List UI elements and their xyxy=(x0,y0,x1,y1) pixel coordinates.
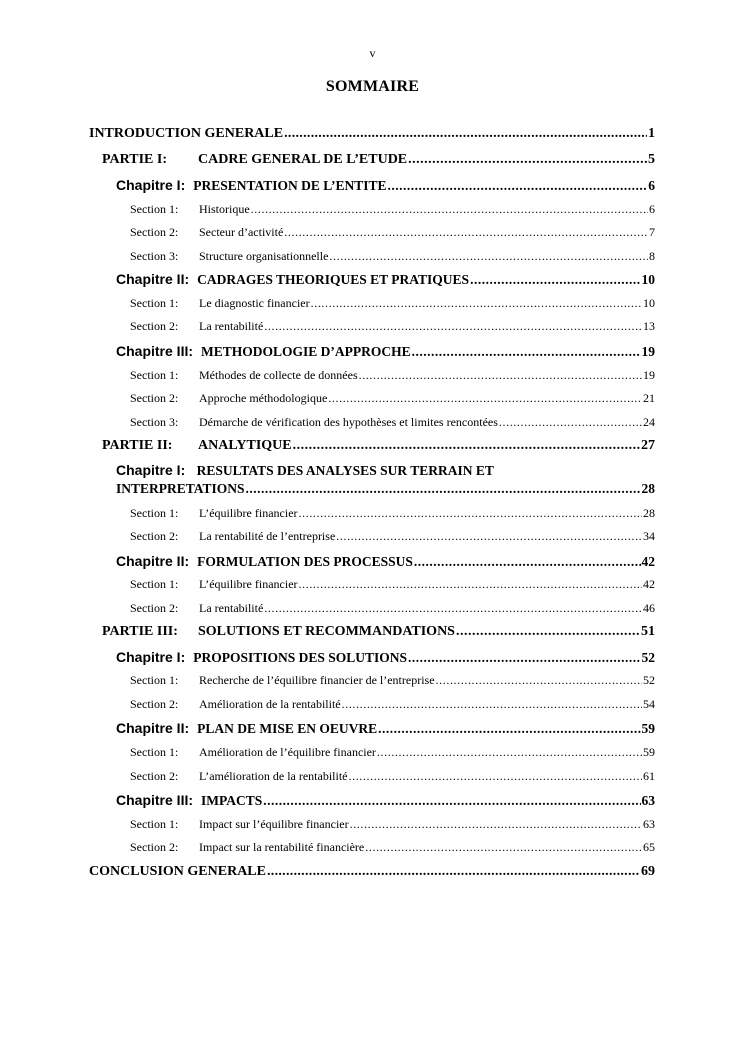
toc-entry-section[interactable] xyxy=(130,673,655,688)
toc-entry-chapitre[interactable] xyxy=(116,553,655,570)
toc-entry-text: Le diagnostic financier xyxy=(199,296,310,310)
toc-entry-section[interactable] xyxy=(130,601,655,616)
toc-entry-chapitre[interactable] xyxy=(116,649,655,666)
toc-entry-text: ANALYTIQUE xyxy=(198,438,292,453)
toc-entry-label: Section 1: xyxy=(130,296,179,310)
toc-entry-label: Chapitre I: xyxy=(116,649,186,665)
toc-entry-partie-2[interactable] xyxy=(102,438,655,454)
toc-entry-text: IMPACTS xyxy=(201,793,263,808)
toc-leader-dots xyxy=(246,481,641,497)
toc-page-number: 61 xyxy=(643,769,655,783)
toc-entry-label: Section 3: xyxy=(130,415,179,429)
toc-page-number: 10 xyxy=(643,296,655,310)
toc-leader-dots xyxy=(299,506,642,521)
toc-page-number: 52 xyxy=(641,650,655,665)
toc-entry-label: PARTIE I: xyxy=(102,152,167,167)
toc-entry-label: Section 1: xyxy=(130,506,179,520)
toc-entry-label: Section 1: xyxy=(130,577,179,591)
toc-leader-dots xyxy=(284,126,647,142)
toc-page-number: 8 xyxy=(649,249,655,263)
toc-leader-dots xyxy=(284,225,648,240)
toc-entry-text: CONCLUSION GENERALE xyxy=(89,864,266,879)
toc-page-number: 27 xyxy=(641,438,655,453)
toc-leader-dots xyxy=(388,178,648,194)
toc-leader-dots xyxy=(342,697,642,712)
toc-leader-dots xyxy=(378,721,640,737)
toc-page-number: 6 xyxy=(648,178,655,193)
toc-entry-text: INTRODUCTION GENERALE xyxy=(89,126,284,141)
toc-entry-label: Section 2: xyxy=(130,319,179,333)
toc-entry-section[interactable] xyxy=(130,319,655,334)
toc-entry-chapitre[interactable] xyxy=(116,792,655,809)
toc-page-number: 19 xyxy=(643,368,655,382)
toc-entry-section[interactable] xyxy=(130,415,655,430)
toc-entry-label: Section 1: xyxy=(130,673,179,687)
toc-entry-text: Amélioration de l’équilibre financier xyxy=(199,745,376,759)
toc-entry-chapitre-line1[interactable] xyxy=(116,462,494,479)
toc-leader-dots xyxy=(328,391,642,406)
toc-page-number: 42 xyxy=(641,554,655,569)
toc-entry-text: La rentabilité de l’entreprise xyxy=(199,529,336,543)
toc-entry-label: Section 2: xyxy=(130,840,179,854)
toc-entry-text: PRESENTATION DE L’ENTITE xyxy=(193,178,387,193)
toc-page-number: 59 xyxy=(641,721,655,736)
toc-entry-label: Section 3: xyxy=(130,249,179,263)
toc-entry-text: Historique xyxy=(199,202,250,216)
toc-entry-text: FORMULATION DES PROCESSUS xyxy=(197,554,413,569)
page-title: SOMMAIRE xyxy=(325,78,420,95)
toc-page-number: 63 xyxy=(643,817,655,831)
toc-entry-chapitre[interactable] xyxy=(116,177,655,194)
toc-entry-chapitre[interactable] xyxy=(116,720,655,737)
toc-entry-chapitre[interactable] xyxy=(116,343,655,360)
toc-entry-text: La rentabilité xyxy=(199,601,264,615)
toc-page-number: 52 xyxy=(643,673,655,687)
toc-entry-section[interactable] xyxy=(130,817,655,832)
toc-entry-label: PARTIE III: xyxy=(102,624,178,639)
toc-entry-label: Section 2: xyxy=(130,601,179,615)
toc-entry-label: Section 1: xyxy=(130,368,179,382)
toc-entry-label: Chapitre III: xyxy=(116,792,194,808)
toc-leader-dots xyxy=(299,577,642,592)
toc-entry-section[interactable] xyxy=(130,577,655,592)
toc-entry-label: Section 1: xyxy=(130,202,179,216)
toc-page-number: 28 xyxy=(643,506,655,520)
toc-leader-dots xyxy=(456,624,640,640)
toc-entry-label: Section 2: xyxy=(130,769,179,783)
toc-entry-text: L’équilibre financier xyxy=(199,506,298,520)
toc-page-number: 13 xyxy=(643,319,655,333)
toc-page-number: 7 xyxy=(649,225,655,239)
toc-entry-label: Section 2: xyxy=(130,529,179,543)
toc-page-number: 10 xyxy=(641,272,655,287)
toc-entry-text: CADRAGES THEORIQUES ET PRATIQUES xyxy=(197,272,470,287)
toc-leader-dots xyxy=(499,415,642,430)
toc-page-number: 24 xyxy=(643,415,655,429)
toc-leader-dots xyxy=(264,601,642,616)
toc-entry-text: Démarche de vérification des hypothèses et limites rencontées xyxy=(199,415,498,429)
toc-page-number: 65 xyxy=(643,840,655,854)
toc-entry-chapitre-line2[interactable] xyxy=(116,481,655,497)
toc-entry-text: Méthodes de collecte de données xyxy=(199,368,358,382)
toc-entry-label: Section 2: xyxy=(130,225,179,239)
toc-entry-text: Secteur d’activité xyxy=(199,225,284,239)
toc-leader-dots xyxy=(336,529,642,544)
toc-entry-introduction[interactable] xyxy=(89,126,655,142)
toc-leader-dots xyxy=(412,344,641,360)
toc-entry-section[interactable] xyxy=(130,249,655,264)
toc-entry-text: La rentabilité xyxy=(199,319,264,333)
toc-entry-text: INTERPRETATIONS xyxy=(116,481,245,496)
toc-entry-partie-1[interactable] xyxy=(102,152,655,168)
toc-page-number: 1 xyxy=(648,126,655,141)
toc-page-number: 42 xyxy=(643,577,655,591)
toc-leader-dots xyxy=(377,745,642,760)
toc-leader-dots xyxy=(264,319,642,334)
toc-entry-text: L’équilibre financier xyxy=(199,577,298,591)
toc-leader-dots xyxy=(365,840,642,855)
toc-entry-text: Amélioration de la rentabilité xyxy=(199,697,341,711)
toc-page-number: 59 xyxy=(643,745,655,759)
toc-page-number: 54 xyxy=(643,697,655,711)
toc-page-number: 63 xyxy=(641,793,655,808)
toc-page-number: 21 xyxy=(643,391,655,405)
toc-entry-section[interactable] xyxy=(130,840,655,855)
toc-entry-label: Chapitre I: xyxy=(116,462,186,478)
toc-entry-label: Section 2: xyxy=(130,697,179,711)
toc-entry-text: PLAN DE MISE EN OEUVRE xyxy=(197,721,378,736)
toc-leader-dots xyxy=(436,673,642,688)
toc-leader-dots xyxy=(263,793,640,809)
toc-entry-label: Section 2: xyxy=(130,391,179,405)
toc-leader-dots xyxy=(267,864,640,880)
toc-entry-section[interactable] xyxy=(130,296,655,311)
toc-entry-text: CADRE GENERAL DE L’ETUDE xyxy=(198,152,408,167)
toc-entry-conclusion[interactable] xyxy=(89,864,655,880)
toc-leader-dots xyxy=(251,202,648,217)
toc-leader-dots xyxy=(408,152,647,168)
toc-entry-label: Chapitre III: xyxy=(116,343,194,359)
toc-leader-dots xyxy=(311,296,642,311)
toc-entry-label: Chapitre II: xyxy=(116,553,190,569)
toc-page-number: 28 xyxy=(641,481,655,496)
toc-leader-dots xyxy=(414,554,641,570)
toc-entry-text: PROPOSITIONS DES SOLUTIONS xyxy=(193,650,408,665)
toc-page-number: 34 xyxy=(643,529,655,543)
toc-entry-section[interactable] xyxy=(130,368,655,383)
page-number: v xyxy=(369,46,376,60)
toc-page-number: 46 xyxy=(643,601,655,615)
toc-entry-section[interactable] xyxy=(130,225,655,240)
toc-leader-dots xyxy=(349,769,643,784)
toc-page-number: 6 xyxy=(649,202,655,216)
toc-entry-section[interactable] xyxy=(130,529,655,544)
toc-entry-text: Recherche de l’équilibre financier de l’entreprise xyxy=(199,673,435,687)
toc-leader-dots xyxy=(350,817,642,832)
toc-entry-text: L’amélioration de la rentabilité xyxy=(199,769,348,783)
toc-entry-section[interactable] xyxy=(130,202,655,217)
toc-entry-text: Impact sur la rentabilité financière xyxy=(199,840,365,854)
toc-entry-label: Chapitre II: xyxy=(116,271,190,287)
toc-entry-text: Structure organisationnelle xyxy=(199,249,329,263)
toc-entry-text: Impact sur l’équilibre financier xyxy=(199,817,349,831)
toc-page-number: 69 xyxy=(641,864,655,879)
toc-page-number: 51 xyxy=(641,624,655,639)
toc-entry-section[interactable] xyxy=(130,506,655,521)
toc-entry-label: PARTIE II: xyxy=(102,438,173,453)
toc-page-number: 5 xyxy=(648,152,655,167)
toc-entry-section[interactable] xyxy=(130,391,655,406)
toc-entry-section[interactable] xyxy=(130,745,655,760)
toc-page-number: 19 xyxy=(641,344,655,359)
toc-entry-section[interactable] xyxy=(130,769,655,784)
toc-leader-dots xyxy=(359,368,642,383)
toc-leader-dots xyxy=(408,650,640,666)
toc-entry-label: Section 1: xyxy=(130,745,179,759)
toc-leader-dots xyxy=(329,249,648,264)
toc-leader-dots xyxy=(293,438,640,454)
toc-entry-text: Approche méthodologique xyxy=(199,391,328,405)
toc-entry-text: METHODOLOGIE D’APPROCHE xyxy=(201,344,411,359)
toc-entry-text: RESULTATS DES ANALYSES SUR TERRAIN ET xyxy=(196,463,494,478)
toc-entry-text: SOLUTIONS ET RECOMMANDATIONS xyxy=(198,624,455,639)
toc-leader-dots xyxy=(470,272,640,288)
toc-entry-partie-3[interactable] xyxy=(102,624,655,640)
toc-entry-label: Section 1: xyxy=(130,817,179,831)
toc-entry-label: Chapitre I: xyxy=(116,177,186,193)
toc-entry-chapitre[interactable] xyxy=(116,271,655,288)
toc-entry-label: Chapitre II: xyxy=(116,720,190,736)
toc-entry-section[interactable] xyxy=(130,697,655,712)
